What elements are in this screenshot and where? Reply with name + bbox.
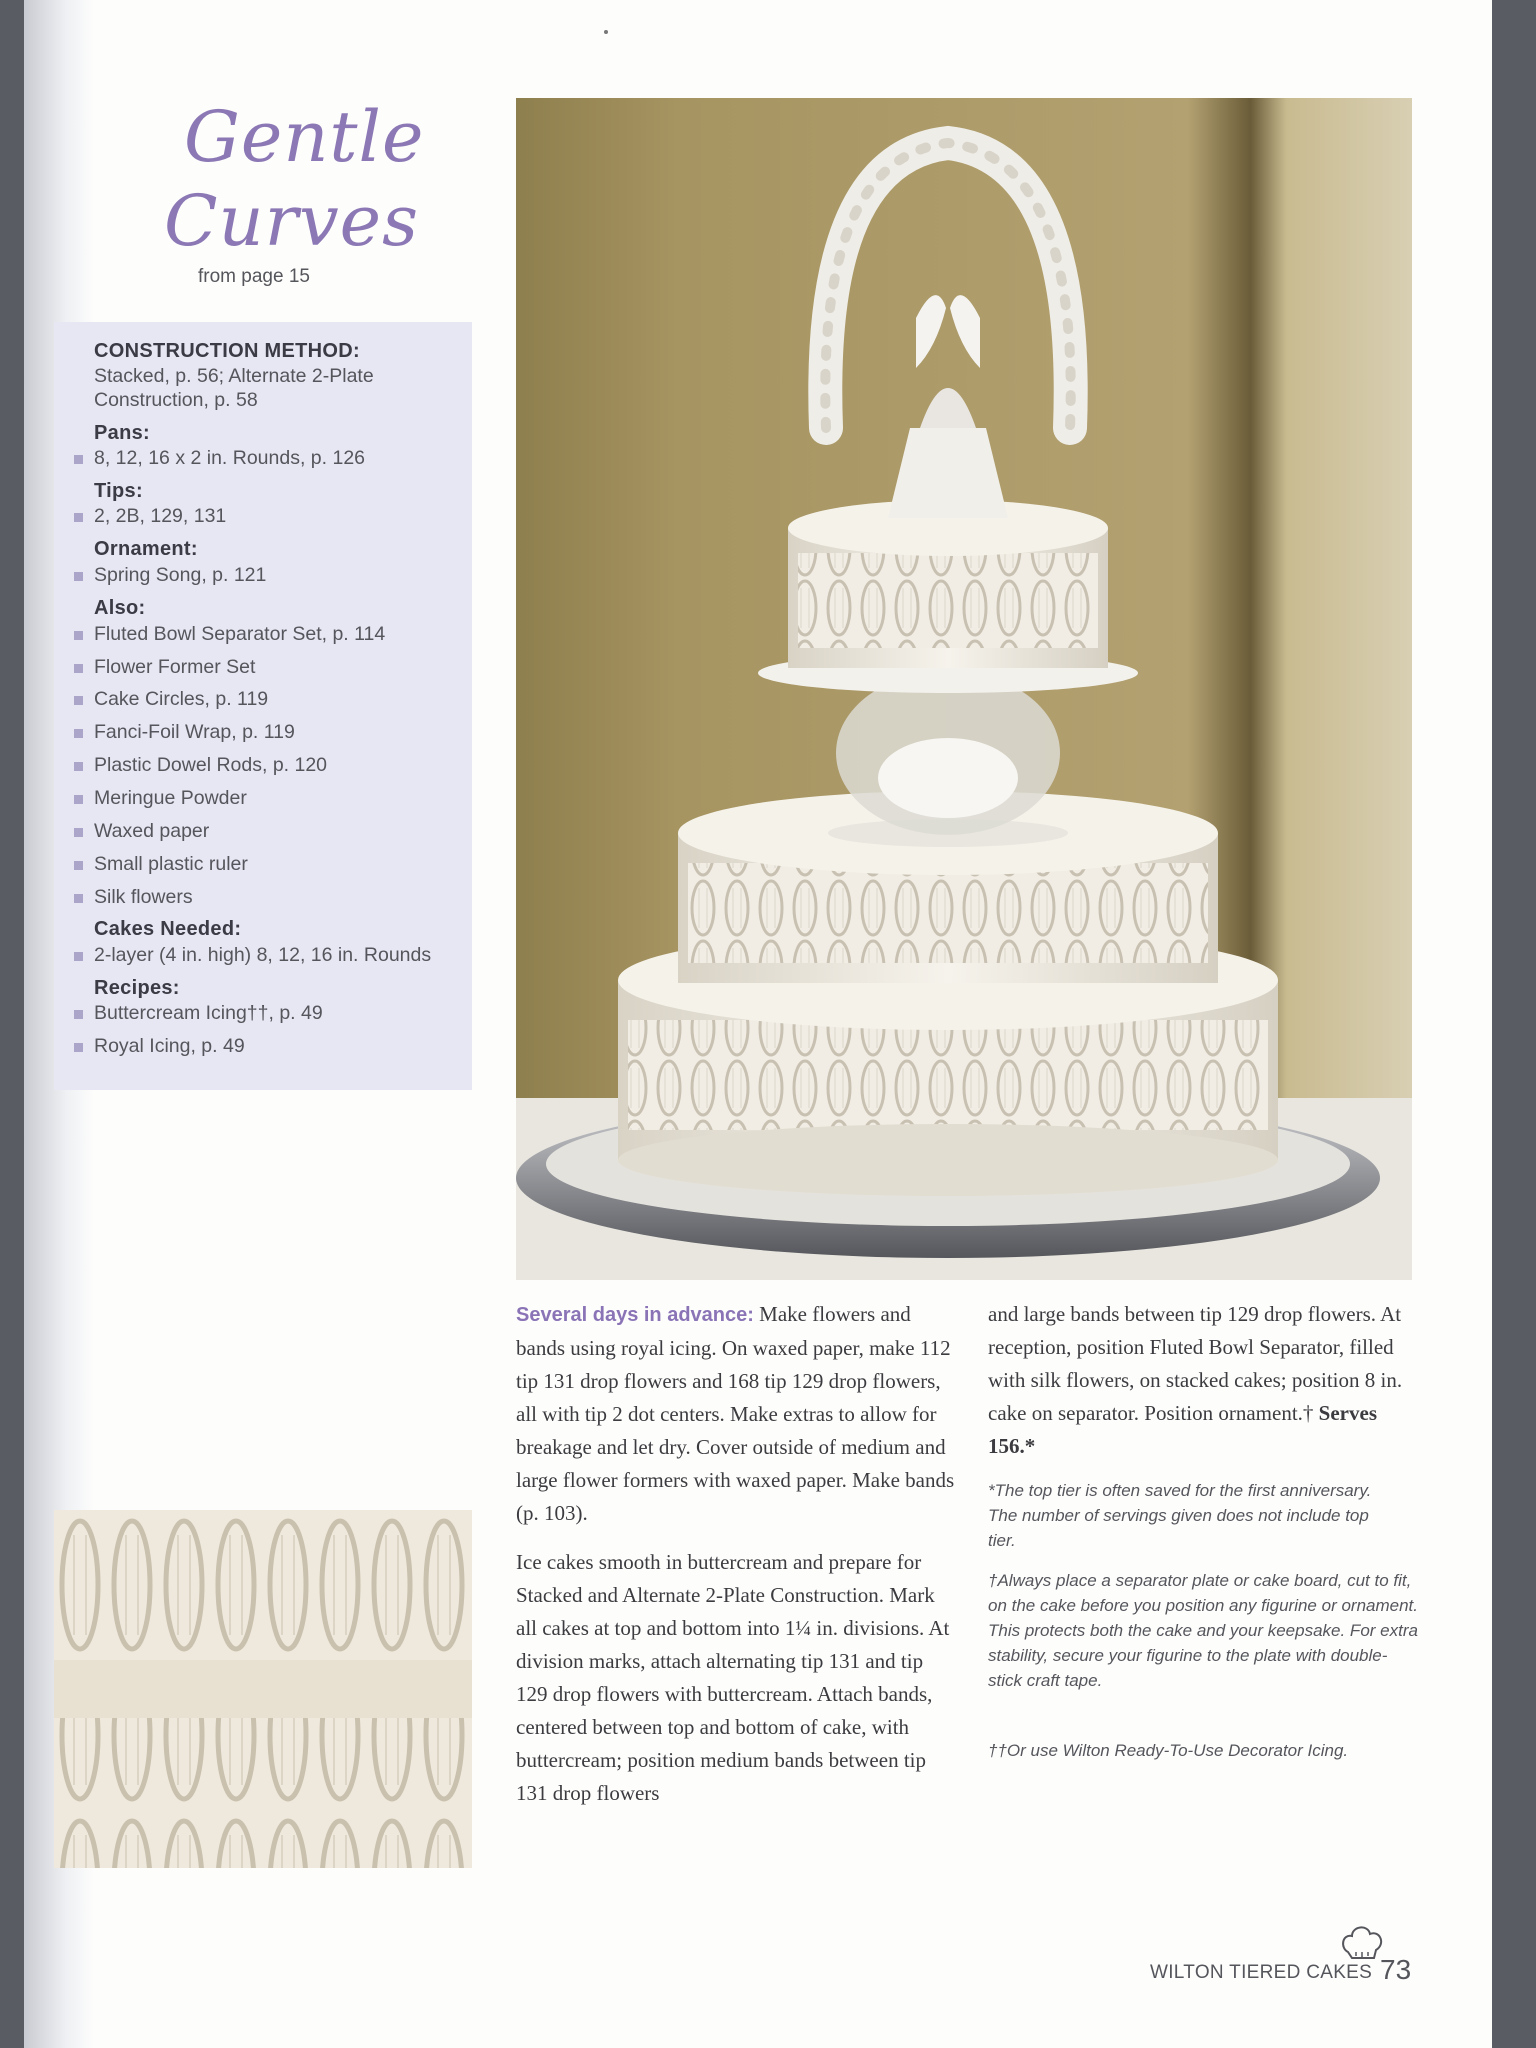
construction-line-2: Construction, p. 58 — [94, 389, 258, 411]
recipe-title — [154, 96, 425, 262]
construction-line-1: Stacked, p. 56; Alternate 2-Plate — [94, 365, 374, 387]
also-item: Plastic Dowel Rods, p. 120 — [94, 754, 328, 776]
instructions-paragraph-2: Ice cakes smooth in buttercream and prepare for Stacked and Alternate 2-Plate Construction. Mark all cakes at top and bottom into 1¼ in. divisions. At division marks, attach alternating tip 131 and tip 129 drop flowers with buttercream. Attach bands, centered between top and bottom of cake, with buttercream; position medium bands between tip 131 drop flowers — [516, 1550, 950, 1805]
also-heading: Also: — [94, 597, 146, 619]
also-item: Meringue Powder — [94, 787, 247, 809]
also-item: Cake Circles, p. 119 — [94, 688, 269, 710]
bullet-icon — [74, 664, 83, 673]
also-item: Fluted Bowl Separator Set, p. 114 — [94, 623, 386, 645]
bullet-icon — [74, 828, 83, 837]
bullet-icon — [74, 513, 83, 522]
bullet-icon — [74, 455, 83, 464]
page-number: 73 — [1380, 1954, 1412, 1985]
bullet-icon — [74, 696, 83, 705]
instructions-column-1 — [516, 1298, 956, 1810]
cakes-needed-item: 2-layer (4 in. high) 8, 12, 16 in. Rounds — [94, 944, 432, 966]
advance-lead: Several days in advance: — [516, 1304, 754, 1326]
recipes-item: Buttercream Icing††, p. 49 — [94, 1002, 323, 1024]
from-page-reference: from page 15 — [198, 266, 310, 287]
footnote-separator: †Always place a separator plate or cake board, cut to fit, on the cake before you position any figurine or ornament. This protects both the cake and your keepsake. For extra stability, secure your figurine to the plate with double-stick craft tape. — [988, 1571, 1418, 1690]
pans-item: 8, 12, 16 x 2 in. Rounds, p. 126 — [94, 447, 366, 469]
instructions-paragraph-3 — [988, 1298, 1418, 1463]
bullet-icon — [74, 1010, 83, 1019]
pans-heading: Pans: — [94, 422, 150, 444]
bullet-icon — [74, 894, 83, 903]
recipes-heading: Recipes: — [94, 977, 180, 999]
instructions-paragraph-1 — [516, 1298, 956, 1530]
title-line-2: Curves — [164, 180, 419, 262]
also-item: Silk flowers — [94, 886, 193, 908]
footer-publication: WILTON TIERED CAKES — [1150, 1962, 1373, 1983]
cake-detail-photo — [54, 1510, 472, 1868]
bullet-icon — [74, 729, 83, 738]
also-item: Flower Former Set — [94, 656, 256, 678]
bullet-icon — [74, 1043, 83, 1052]
recipes-item: Royal Icing, p. 49 — [94, 1035, 245, 1057]
footnote-servings: *The top tier is often saved for the first anniversary. The number of servings given does not include top tier. — [988, 1481, 1372, 1550]
supplies-sidebar — [54, 322, 472, 1090]
tips-item: 2, 2B, 129, 131 — [94, 505, 227, 527]
instructions-column-2 — [988, 1298, 1418, 1463]
bullet-icon — [74, 795, 83, 804]
bullet-icon — [74, 631, 83, 640]
also-item: Fanci-Foil Wrap, p. 119 — [94, 721, 295, 743]
cake-photo — [516, 98, 1412, 1280]
ornament-heading: Ornament: — [94, 538, 198, 560]
also-item: Waxed paper — [94, 820, 210, 842]
instructions-text: and large bands between tip 129 drop flowers. At reception, position Fluted Bowl Separator, filled with silk flowers, on stacked cakes; position 8 in. cake on separator. Position ornament.† — [988, 1302, 1403, 1425]
tips-heading: Tips: — [94, 480, 143, 502]
print-mark — [604, 30, 608, 34]
cakes-needed-heading: Cakes Needed: — [94, 918, 242, 940]
servings: Serves 156.* — [988, 1401, 1377, 1458]
bullet-icon — [74, 952, 83, 961]
bullet-icon — [74, 762, 83, 771]
instructions-text: Make flowers and bands using royal icing. On waxed paper, make 112 tip 131 drop flowers and 168 tip 129 drop flowers, all with tip 2 dot centers. Make extras to allow for breakage and let dry. Cover outside of medium and large flower formers with waxed paper. Make bands (p. 103). — [516, 1302, 955, 1525]
page — [24, 0, 1492, 2048]
footnote-icing: ††Or use Wilton Ready-To-Use Decorator Icing. — [988, 1741, 1349, 1760]
also-item: Small plastic ruler — [94, 853, 248, 875]
construction-heading: CONSTRUCTION METHOD: — [94, 340, 360, 362]
bullet-icon — [74, 861, 83, 870]
ornament-item: Spring Song, p. 121 — [94, 564, 267, 586]
bullet-icon — [74, 572, 83, 581]
title-line-1: Gentle — [184, 96, 425, 178]
